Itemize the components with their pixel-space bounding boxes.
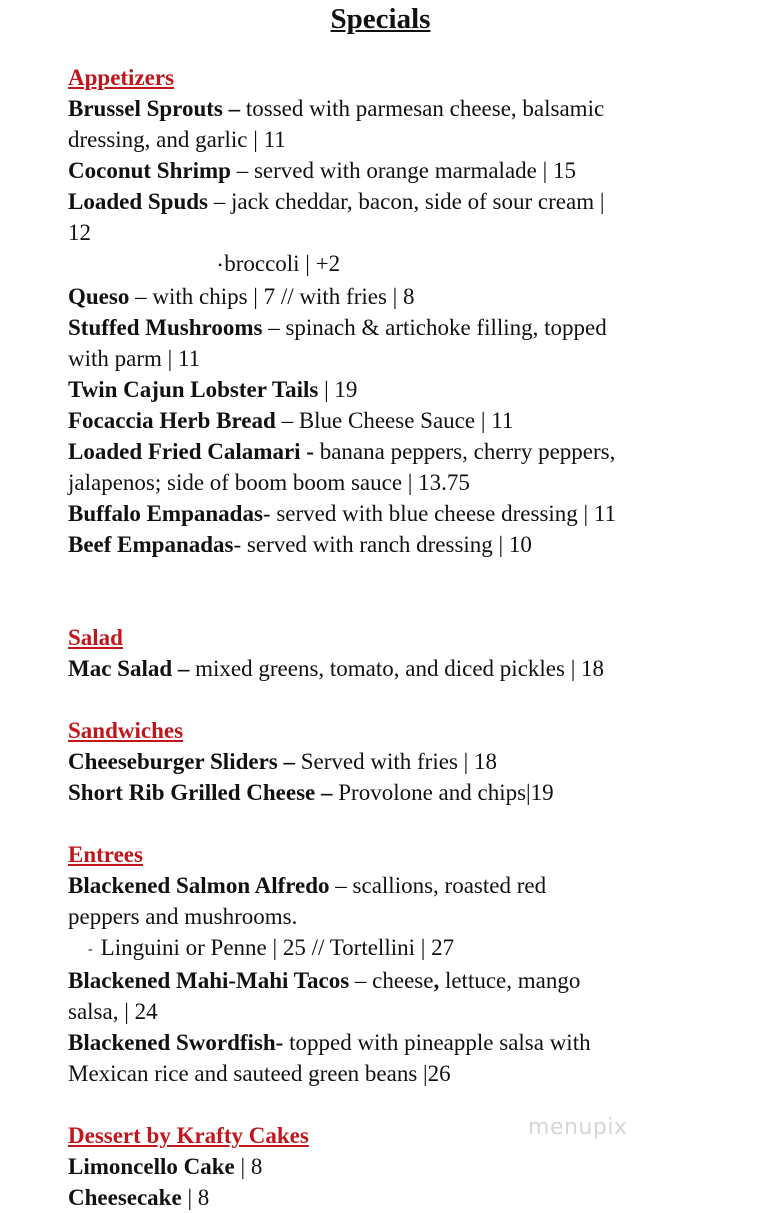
- menu-item-salmon-alfredo-cont: peppers and mushrooms.: [68, 904, 298, 930]
- menu-item-loaded-spuds: Loaded Spuds – jack cheddar, bacon, side of sour cream |: [68, 189, 605, 214]
- menu-item-brussel-sprouts: Brussel Sprouts – tossed with parmesan cheese, balsamic: [68, 96, 605, 121]
- menu-item-swordfish-cont: Mexican rice and sauteed green beans |26: [68, 1061, 451, 1087]
- menu-item-cheesecake: Cheesecake | 8: [68, 1185, 210, 1211]
- menu-item-stuffed-mushrooms: Stuffed Mushrooms – spinach & artichoke filling, topped: [68, 315, 607, 341]
- menu-content: [68, 62, 698, 1213]
- menu-item-mahi-tacos: Blackened Mahi-Mahi Tacos – cheese, lettuce, mango: [68, 968, 581, 994]
- menu-item-swordfish: Blackened Swordfish- topped with pineapple salsa with: [68, 1030, 591, 1056]
- menu-option-pasta: - Linguini or Penne | 25 // Tortellini | 27: [88, 935, 455, 961]
- page-title: Specials: [330, 3, 431, 35]
- dash-icon: -: [88, 942, 93, 958]
- menu-item-coconut-shrimp: Coconut Shrimp – served with orange marmalade | 15: [68, 158, 576, 183]
- menu-addon-broccoli: •broccoli | +2: [218, 251, 341, 276]
- menu-item-mac-salad: Mac Salad – mixed greens, tomato, and diced pickles | 18: [68, 656, 605, 682]
- menu-item-lobster-tails: Twin Cajun Lobster Tails | 19: [68, 377, 358, 403]
- entrees-heading: Entrees: [68, 842, 143, 868]
- menu-item-calamari: Loaded Fried Calamari - banana peppers, cherry peppers,: [68, 439, 616, 465]
- bullet-icon: •: [218, 258, 223, 273]
- menu-item-focaccia: Focaccia Herb Bread – Blue Cheese Sauce | 11: [68, 408, 514, 434]
- menu-item-mahi-tacos-cont: salsa, | 24: [68, 999, 158, 1025]
- watermark: menupix: [528, 1115, 628, 1140]
- menu-item-limoncello-cake: Limoncello Cake | 8: [68, 1154, 263, 1180]
- sandwiches-heading: Sandwiches: [68, 718, 184, 744]
- menu-item-cheeseburger-sliders: Cheeseburger Sliders – Served with fries | 18: [68, 749, 497, 775]
- menu-item-buffalo-empanadas: Buffalo Empanadas- served with blue cheese dressing | 11: [68, 501, 617, 527]
- menu-item-queso: Queso – with chips | 7 // with fries | 8: [68, 284, 415, 310]
- menu-item-beef-empanadas: Beef Empanadas- served with ranch dressing | 10: [68, 532, 532, 558]
- menu-item-brussel-sprouts-cont: dressing, and garlic | 11: [68, 127, 286, 152]
- appetizers-heading: Appetizers: [68, 65, 175, 90]
- menu-item-calamari-cont: jalapenos; side of boom boom sauce | 13.75: [68, 470, 470, 496]
- menu-item-stuffed-mushrooms-cont: with parm | 11: [68, 346, 201, 372]
- salad-heading: Salad: [68, 625, 123, 651]
- menu-item-salmon-alfredo: Blackened Salmon Alfredo – scallions, roasted red: [68, 873, 547, 899]
- menu-item-short-rib: Short Rib Grilled Cheese – Provolone and chips|19: [68, 780, 554, 806]
- dessert-heading: Dessert by Krafty Cakes: [68, 1123, 309, 1149]
- menu-item-loaded-spuds-cont: 12: [68, 220, 91, 245]
